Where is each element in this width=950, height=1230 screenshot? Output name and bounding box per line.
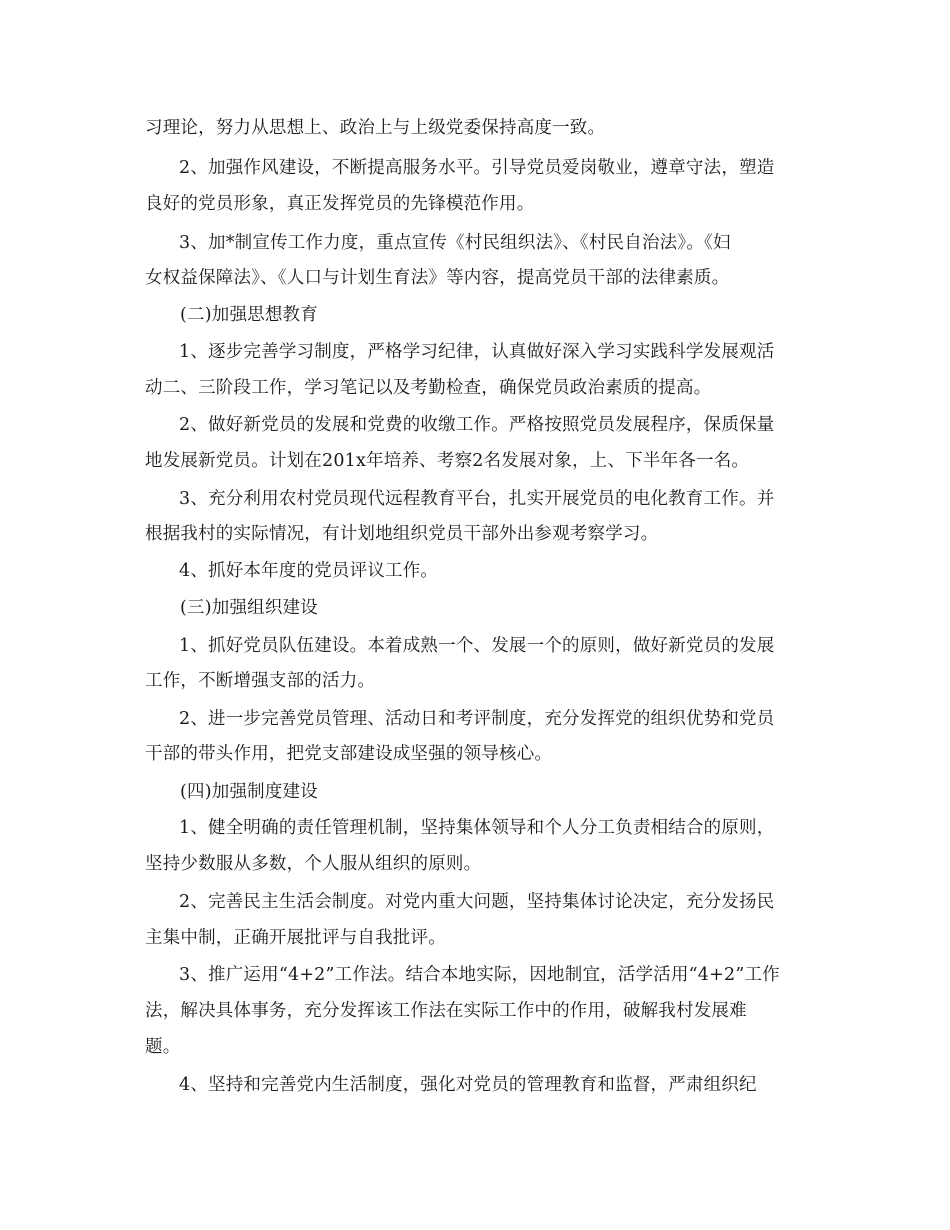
text-line: 1、健全明确的责任管理机制，坚持集体领导和个人分工负责相结合的原则，: [179, 818, 775, 838]
text-line: 女权益保障法》、《人口与计划生育法》等内容，提高党员干部的法律素质。: [145, 268, 730, 288]
text-line: 根据我村的实际情况，有计划地组织党员干部外出参观考察学习。: [145, 524, 659, 544]
text-line: 3、推广运用“4+2”工作法。结合本地实际，因地制宜，活学活用“4+2”工作: [179, 965, 780, 985]
text-line: 题。: [145, 1037, 181, 1057]
text-line: 动二、三阶段工作，学习笔记以及考勤检查，确保党员政治素质的提高。: [145, 378, 712, 398]
text-line: 习理论，努力从思想上、政治上与上级党委保持高度一致。: [145, 118, 606, 138]
text-line: 1、逐步完善学习制度，严格学习纪律，认真做好深入学习实践科学发展观活: [179, 342, 775, 362]
text-line: 2、做好新党员的发展和党费的收缴工作。严格按照党员发展程序，保质保量: [179, 415, 775, 435]
text-line: 3、充分利用农村党员现代远程教育平台，扎实开展党员的电化教育工作。并: [179, 489, 775, 509]
text-line: 3、加*制宣传工作力度，重点宣传《村民组织法》、《村民自治法》。《妇: [179, 233, 731, 253]
text-line: 2、完善民主生活会制度。对党内重大问题，坚持集体讨论决定，充分发扬民: [179, 892, 775, 912]
text-line: 良好的党员形象，真正发挥党员的先锋模范作用。: [145, 194, 535, 214]
text-line: 法，解决具体事务，充分发挥该工作法在实际工作中的作用，破解我村发展难: [145, 1001, 747, 1021]
text-line: 坚持少数服从多数，个人服从组织的原则。: [145, 854, 482, 874]
text-line: 4、抓好本年度的党员评议工作。: [179, 561, 439, 581]
text-line: 工作，不断增强支部的活力。: [145, 671, 376, 691]
text-line: 2、加强作风建设，不断提高服务水平。引导党员爱岗敬业，遵章守法，塑造: [179, 158, 775, 178]
text-line: 干部的带头作用，把党支部建设成坚强的领导核心。: [145, 744, 553, 764]
section-heading: (四)加强制度建设: [180, 782, 318, 802]
text-line: 主集中制，正确开展批评与自我批评。: [145, 928, 446, 948]
text-line: 2、进一步完善党员管理、活动日和考评制度，充分发挥党的组织优势和党员: [179, 709, 775, 729]
text-line: 地发展新党员。计划在201x年培养、考察2名发展对象，上、下半年各一名。: [145, 451, 750, 471]
text-line: 1、抓好党员队伍建设。本着成熟一个、发展一个的原则，做好新党员的发展: [179, 636, 775, 656]
text-line: 4、坚持和完善党内生活制度，强化对党员的管理教育和监督，严肃组织纪: [179, 1075, 757, 1095]
section-heading: (三)加强组织建设: [180, 598, 318, 618]
section-heading: (二)加强思想教育: [180, 305, 318, 325]
